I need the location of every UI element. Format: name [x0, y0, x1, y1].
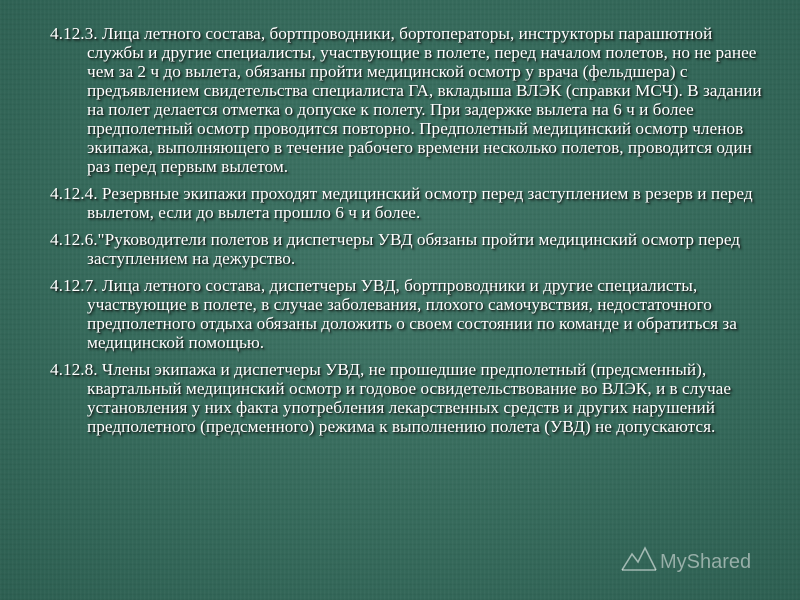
watermark-text: MyShared — [660, 551, 752, 573]
mountain-logo-icon — [618, 540, 768, 580]
paragraph-4-12-3: 4.12.3. Лица летного состава, бортпроводники, бортоператоры, инструкторы парашютной службы и другие специалисты, участвующие в полете, перед началом полетов, но не ранее чем за 2 ч до вылета, обязаны пройти медицинской осмотр у врача (фельдшера) с предъявлением свидетельства специалиста ГА, вкладыша ВЛЭК (справки МСЧ). В задании на полет делается отметка о допуске к полету. При задержке вылета на 6 ч и более предполетный осмотр проводится повторно. Предполетный медицинский осмотр членов экипажа, выполняющего в течение рабочего времени несколько полетов, проводится один раз перед первым вылетом. — [50, 24, 762, 176]
slide-content — [50, 24, 766, 436]
paragraph-4-12-8: 4.12.8. Члены экипажа и диспетчеры УВД, не прошедшие предполетный (предсменный), квартальный медицинский осмотр и годовое освидетельствование во ВЛЭК, и в случае установления у них факта употребления лекарственных средств и других нарушений предполетного (предсменного) режима к выполнению полета (УВД) не допускаются. — [50, 360, 731, 436]
watermark — [618, 540, 768, 580]
paragraph-4-12-4: 4.12.4. Резервные экипажи проходят медицинский осмотр перед заступлением в резерв и перед вылетом, если до вылета прошло 6 ч и более. — [50, 184, 753, 222]
paragraph-4-12-7: 4.12.7. Лица летного состава, диспетчеры УВД, бортпроводники и другие специалисты, участвующие в полете, в случае заболевания, плохого самочувствия, недостаточного предполетного отдыха обязаны доложить о своем состоянии по команде и обратиться за медицинской помощью. — [50, 276, 737, 352]
paragraph-4-12-6: 4.12.6."Руководители полетов и диспетчеры УВД обязаны пройти медицинский осмотр перед заступлением на дежурство. — [50, 230, 741, 268]
